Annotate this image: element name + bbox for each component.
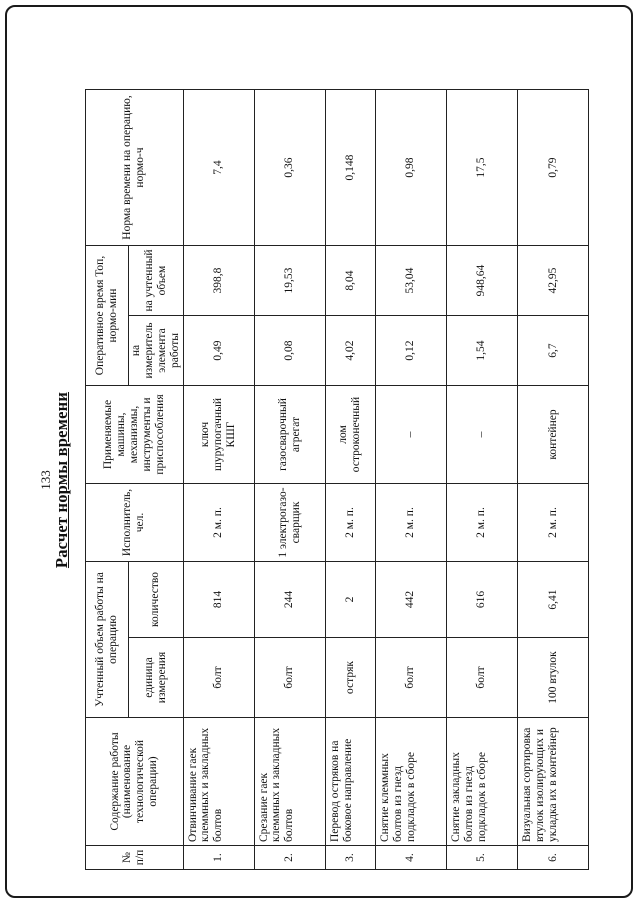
row-per-volume: 53,04 bbox=[375, 246, 446, 316]
row-unit: болт bbox=[375, 638, 446, 718]
row-quantity: 6,41 bbox=[517, 562, 588, 638]
row-unit: 100 втулок bbox=[517, 638, 588, 718]
row-machines: – bbox=[375, 386, 446, 484]
header-per-unit: на измеритель элемента работы bbox=[129, 316, 184, 386]
header-volume-group: Учтенный объем работы на операцию bbox=[86, 562, 129, 718]
table-row bbox=[375, 90, 446, 870]
table-row bbox=[325, 90, 375, 870]
header-quantity: количество bbox=[129, 562, 184, 638]
row-unit: болт bbox=[446, 638, 517, 718]
row-per-volume: 42,95 bbox=[517, 246, 588, 316]
row-executor: 2 м. п. bbox=[325, 484, 375, 562]
row-content: Снятие клеммных болтов из гнезд подкладок в сборе bbox=[375, 718, 446, 846]
row-num: 5. bbox=[446, 846, 517, 870]
table-row bbox=[517, 90, 588, 870]
row-num: 3. bbox=[325, 846, 375, 870]
header-executor: Исполнитель, чел. bbox=[86, 484, 184, 562]
row-executor: 2 м. п. bbox=[517, 484, 588, 562]
header-unit: единица измерения bbox=[129, 638, 184, 718]
row-machines: лом остроконечный bbox=[325, 386, 375, 484]
row-content: Визуальная сортировка втулок изолирующих и укладка их в контейнер bbox=[517, 718, 588, 846]
row-machines: – bbox=[446, 386, 517, 484]
row-content: Перевод остряков на боковое направление bbox=[325, 718, 375, 846]
row-num: 1. bbox=[183, 846, 254, 870]
rotated-page bbox=[35, 90, 595, 870]
row-per-volume: 19,53 bbox=[254, 246, 325, 316]
table-row bbox=[254, 90, 325, 870]
row-norm: 7,4 bbox=[183, 90, 254, 246]
row-num: 4. bbox=[375, 846, 446, 870]
row-unit: болт bbox=[254, 638, 325, 718]
row-content: Отвинчивание гаек клеммных и закладных болтов bbox=[183, 718, 254, 846]
row-per-volume: 948,64 bbox=[446, 246, 517, 316]
row-per-volume: 398,8 bbox=[183, 246, 254, 316]
row-unit: остряк bbox=[325, 638, 375, 718]
row-norm: 0,148 bbox=[325, 90, 375, 246]
row-machines: ключ шурупогачный КШГ bbox=[183, 386, 254, 484]
row-unit: болт bbox=[183, 638, 254, 718]
header-norm: Норма времени на операцию, нормо-ч bbox=[86, 90, 184, 246]
row-quantity: 814 bbox=[183, 562, 254, 638]
time-norm-table bbox=[85, 89, 589, 870]
row-content: Срезание гаек клеммных и закладных болтов bbox=[254, 718, 325, 846]
header-content: Содержание работы (наименование технологической операции) bbox=[86, 718, 184, 846]
row-quantity: 244 bbox=[254, 562, 325, 638]
row-machines: контейнер bbox=[517, 386, 588, 484]
row-executor: 2 м. п. bbox=[446, 484, 517, 562]
row-per-unit: 0,08 bbox=[254, 316, 325, 386]
row-content: Снятие закладных болтов из гнезд подкладок в сборе bbox=[446, 718, 517, 846]
row-quantity: 2 bbox=[325, 562, 375, 638]
row-executor: 2 м. п. bbox=[183, 484, 254, 562]
row-per-unit: 1,54 bbox=[446, 316, 517, 386]
header-optime-group: Оперативное время Топ, нормо-мин bbox=[86, 246, 129, 386]
row-norm: 0,98 bbox=[375, 90, 446, 246]
row-num: 2. bbox=[254, 846, 325, 870]
row-per-volume: 8,04 bbox=[325, 246, 375, 316]
header-machines: Применяемые машины, механизмы, инструменты и приспособления bbox=[86, 386, 184, 484]
row-per-unit: 4,02 bbox=[325, 316, 375, 386]
row-norm: 0,79 bbox=[517, 90, 588, 246]
page-number: 133 bbox=[38, 470, 53, 490]
table-row bbox=[183, 90, 254, 870]
row-norm: 17,5 bbox=[446, 90, 517, 246]
row-per-unit: 6,7 bbox=[517, 316, 588, 386]
page-title: Расчет нормы времени bbox=[52, 391, 71, 569]
row-quantity: 442 bbox=[375, 562, 446, 638]
row-machines: газосварочный агрегат bbox=[254, 386, 325, 484]
row-per-unit: 0,49 bbox=[183, 316, 254, 386]
row-quantity: 616 bbox=[446, 562, 517, 638]
row-norm: 0,36 bbox=[254, 90, 325, 246]
row-num: 6. bbox=[517, 846, 588, 870]
header-num: № п/п bbox=[86, 846, 184, 870]
row-executor: 1 электрогазо-сварщик bbox=[254, 484, 325, 562]
header-per-volume: на учтенный объем bbox=[129, 246, 184, 316]
row-executor: 2 м. п. bbox=[375, 484, 446, 562]
table-row bbox=[446, 90, 517, 870]
row-per-unit: 0,12 bbox=[375, 316, 446, 386]
